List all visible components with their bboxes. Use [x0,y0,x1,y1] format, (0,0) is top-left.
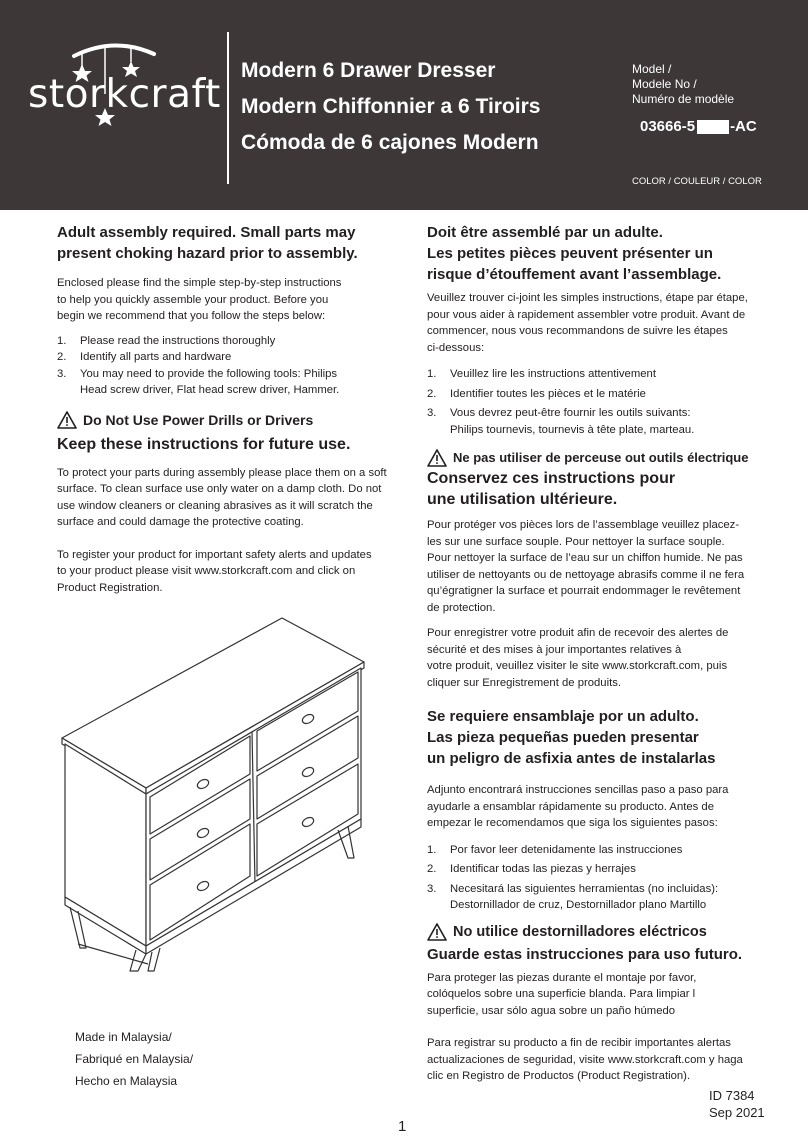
brand-name: storkcraft [28,72,221,117]
en-register-line: to your product please visit www.storkcraft.com and click on [57,565,356,577]
fr-register-line: cliquer sur Enregistrement de produits. [427,676,622,689]
list-item [427,405,772,438]
title-french: Modern Chiffonnier a 6 Tiroirs [241,95,541,118]
en-heading [57,222,402,264]
fr-protect-line: les sur une surface souple. Pour nettoyer la surface souple. [427,535,725,548]
model-number-prefix: 03666-5 [640,118,696,135]
document-id [709,1087,765,1121]
list-item [427,366,772,383]
step-number: 1. [427,368,437,380]
en-intro [57,275,402,325]
es-register-line: actualizaciones de seguridad, visite www.storkcraft.com y haga [427,1053,743,1066]
es-intro-line: empezar le recomendamos que siga los siguientes pasos: [427,817,718,829]
es-heading-line: Se requiere ensamblaje por un adulto. [427,708,699,725]
en-intro-line: begin we recommend that you follow the steps below: [57,310,326,322]
step-text-line: Vous devrez peut-être fournir les outils suivants: [450,407,691,419]
step-text-line: Head screw driver, Flat head screw driver, Hammer. [80,384,340,396]
es-register-line: Para registrar su producto a fin de recibir importantes alertas [427,1037,731,1049]
step-text-line: You may need to provide the following tools: Philips [80,367,338,380]
es-keep-instructions: Guarde estas instrucciones para uso futuro. [427,945,743,963]
en-register-line: Product Registration. [57,581,163,594]
fr-intro-line: Veuillez trouver ci-joint les simples instructions, étape par étape, [427,292,748,304]
en-intro-line: Enclosed please find the simple step-by-step instructions [57,277,342,289]
model-number [640,118,757,135]
es-steps [427,842,772,914]
step-number: 3. [57,367,67,380]
fr-keep-line: Conservez ces instructions pour [427,470,676,487]
fr-register-line: votre produit, veuillez visiter le site www.storkcraft.com, puis [427,660,728,672]
es-heading [427,706,772,769]
es-intro [427,782,772,832]
step-number: 2. [57,351,67,363]
header-banner [0,0,808,210]
es-register [427,1035,772,1085]
model-label-fr: Modele No / [632,77,697,91]
step-text-line: Philips tournevis, tournevis à tête plate, marteau. [450,423,695,436]
en-protect-line: surface and could damage the protective coating. [57,516,304,528]
made-in-line: Made in Malaysia/ [75,1030,172,1044]
made-in-line: Hecho en Malaysia [75,1074,178,1088]
fr-register-line: sécurité et des mises à jour importantes relatives à [427,643,682,656]
title-spanish: Cómoda de 6 cajones Modern [241,131,539,154]
en-protect-line: surface. To clean surface use only water on a damp cloth. Do not [57,483,382,495]
en-register [57,547,402,597]
fr-keep-line: une utilisation ultérieure. [427,491,618,508]
fr-protect-line: qu’égratigner la surface et pourrait endommager le revêtement [427,585,741,597]
english-section [57,222,402,596]
warning-triangle-icon [427,923,447,941]
step-text-line: Destornillador de cruz, Destornillador plano Martillo [450,899,707,911]
fr-protect [427,517,772,616]
color-label: COLOR / COULEUR / COLOR [632,176,762,187]
step-text [80,366,339,399]
warning-triangle-icon [427,449,447,467]
list-item [57,366,402,399]
step-number: 2. [427,387,437,400]
en-intro-line: to help you quickly assemble your product. Before you [57,293,329,306]
step-text: Please read the instructions thoroughly [80,334,276,347]
es-protect [427,970,772,1020]
fr-keep-instructions [427,468,772,510]
list-item [427,842,772,859]
es-intro-line: Adjunto encontrará instrucciones sencillas paso a paso para [427,784,729,796]
fr-protect-line: Pour nettoyer la surface de l’eau sur un chiffon humide. Ne pas [427,552,743,564]
fr-heading-line: Doit être assemblé par un adulte. [427,224,663,241]
en-protect-line: use window cleaners or cleaning abrasives as it will scratch the [57,499,373,512]
list-item [57,333,402,350]
model-labels [632,62,734,107]
document-date: Sep 2021 [709,1105,765,1120]
step-text: Veuillez lire les instructions attentivement [450,368,656,380]
fr-protect-line: utiliser de nettoyants ou de nettoyage abrasifs comme il ne fera [427,568,745,581]
en-protect [57,465,402,531]
en-steps [57,333,402,399]
es-register-line: clic en Registro de Productos (Product Registration). [427,1070,691,1082]
en-keep-instructions: Keep these instructions for future use. [57,435,351,453]
fr-heading-line: Les petites pièces peuvent présenter un [427,245,713,262]
dresser-illustration [56,614,378,984]
step-number: 3. [427,407,437,419]
fr-register [427,625,772,691]
french-spanish-section [427,222,772,1085]
en-register-line: To register your product for important safety alerts and updates [57,548,372,561]
step-text: Por favor leer detenidamente las instrucciones [450,843,683,856]
es-heading-line: Las pieza pequeñas pueden presentar [427,729,699,746]
step-number: 1. [427,843,437,856]
model-label-en: Model / [632,62,672,76]
document-id-number: ID 7384 [709,1088,755,1103]
step-text: Identifier toutes les pièces et le matérie [450,387,646,400]
step-number: 3. [427,882,437,895]
es-heading-line: un peligro de asfixia antes de instalarlas [427,750,716,767]
list-item [427,386,772,403]
step-text [450,405,694,438]
es-intro-line: ayudarle a ensamblar rápidamente su producto. Antes de [427,800,714,813]
fr-protect-line: de protection. [427,601,496,614]
color-code-swatch [697,120,729,134]
es-warning [427,922,772,942]
header-divider [227,32,229,184]
fr-intro-line: pour vous aider à rapidement assembler votre produit. Avant de [427,308,746,321]
fr-heading-line: risque d’étouffement avant l’assemblage. [427,266,722,283]
fr-protect-line: Pour protéger vos pièces lors de l’assemblage veuillez placez- [427,519,740,531]
es-protect-line: colóquelos sobre una superficie blanda. Para limpiar l [427,988,696,1000]
en-heading-line: Adult assembly required. Small parts may [57,224,356,241]
en-protect-line: To protect your parts during assembly please place them on a soft [57,466,387,479]
es-protect-line: Para proteger las piezas durante el montaje por favor, [427,971,697,984]
title-english: Modern 6 Drawer Dresser [241,59,496,82]
fr-intro [427,290,772,356]
page-number: 1 [398,1118,407,1135]
warning-text: Do Not Use Power Drills or Drivers [83,411,314,428]
made-in [75,1026,193,1092]
fr-register-line: Pour enregistrer votre produit afin de recevoir des alertes de [427,627,729,639]
step-text: Identificar todas las piezas y herrajes [450,863,636,875]
list-item [427,861,772,878]
step-number: 2. [427,863,437,875]
fr-intro-line: ci-dessous: [427,341,485,354]
fr-intro-line: commencer, nous vous recommandons de suivre les étapes [427,325,728,337]
step-number: 1. [57,334,67,347]
step-text [450,881,718,914]
warning-triangle-icon [57,411,77,429]
list-item [427,881,772,914]
product-titles [241,56,540,164]
made-in-line: Fabriqué en Malaysia/ [75,1052,194,1066]
fr-steps [427,366,772,438]
step-text: Identify all parts and hardware [80,351,232,363]
model-label-fr2: Numéro de modèle [632,92,735,106]
fr-heading [427,222,772,285]
es-protect-line: superficie, usar sólo agua sobre un paño húmedo [427,1004,676,1017]
warning-text: Ne pas utiliser de perceuse out outils électrique [453,450,749,465]
fr-warning [427,448,772,468]
en-warning [57,410,402,430]
model-number-suffix: -AC [730,118,757,135]
en-heading-line: present choking hazard prior to assembly. [57,245,358,262]
warning-text: No utilice destornilladores eléctricos [453,923,707,940]
list-item [57,349,402,366]
step-text-line: Necesitará las siguientes herramientas (no incluidas): [450,882,719,895]
